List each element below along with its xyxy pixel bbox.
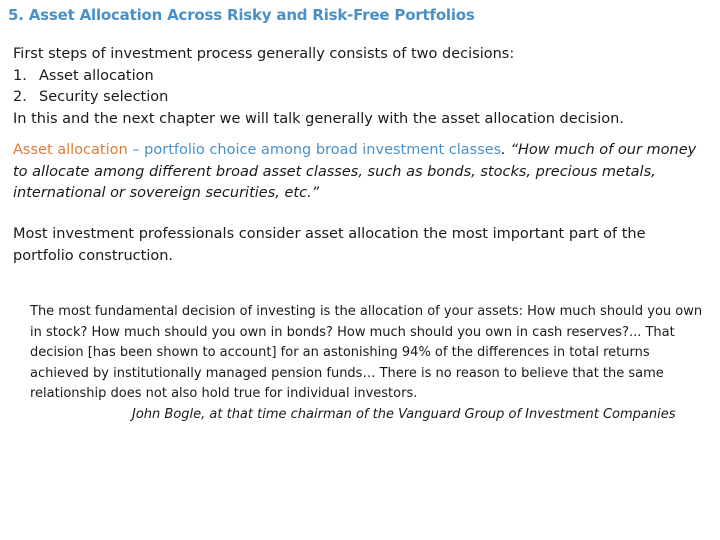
intro-lead: First steps of investment process generally consists of two decisions:: [13, 46, 515, 62]
citation-block: [30, 302, 710, 425]
citation-text: The most fundamental decision of investing is the allocation of your assets: How much should you own in stock? How much should you own in bonds? How much should you own in cash reserves?... That decision [has been shown to account] for an astonishing 94% of the differences in total returns achieved by institutionally managed pension funds… There is no reason to believe that the same relationship does not also hold true for individual investors.: [30, 304, 703, 401]
definition-paragraph: [13, 140, 713, 205]
list-item: [13, 87, 713, 109]
intro-section: [13, 44, 713, 130]
definition-gloss: – portfolio choice among broad investment classes: [127, 142, 502, 158]
list-item-text: Security selection: [39, 89, 169, 105]
list-item-number: 2.: [13, 89, 27, 105]
definition-quote: . “How much of our money to allocate among different broad asset classes, such as bonds, stocks, precious metals, international or sovereign securities, etc.”: [13, 142, 697, 201]
list-item-text: Asset allocation: [39, 67, 154, 84]
list-item: [13, 66, 713, 88]
importance-paragraph: Most investment professionals consider asset allocation the most important part of the portfolio construction.: [13, 226, 646, 264]
slide-title: 5. Asset Allocation Across Risky and Risk-Free Portfolios: [8, 6, 475, 24]
citation-author: John Bogle, at that time chairman of the Vanguard Group of Investment Companies: [132, 406, 676, 422]
intro-closing: In this and the next chapter we will talk generally with the asset allocation decision.: [13, 110, 624, 127]
definition-term: Asset allocation: [13, 142, 128, 158]
list-item-number: 1.: [13, 67, 27, 84]
